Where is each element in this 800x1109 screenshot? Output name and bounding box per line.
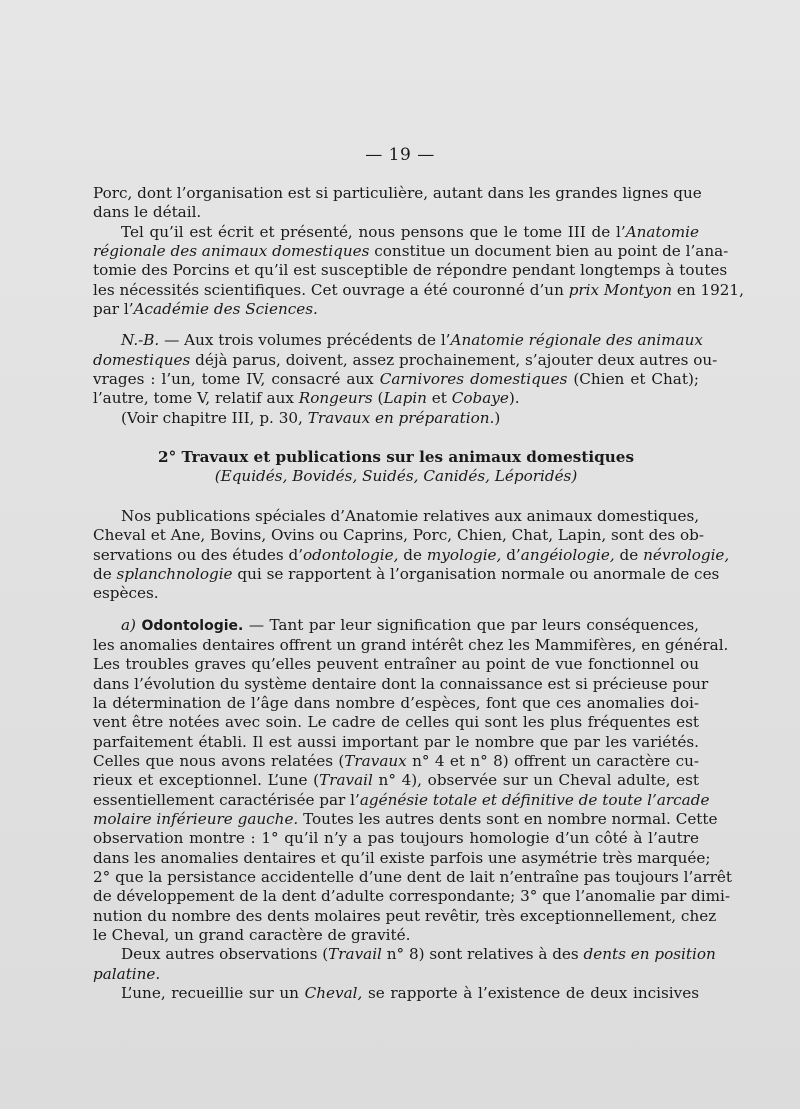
text-line: Nos publications spéciales d’Anatomie relatives aux animaux domestiques,: [121, 506, 700, 525]
text-line: les nécessités scientifiques. Cet ouvrage a été couronné d’un prix Montyon en 1921,: [93, 280, 744, 299]
text-line: la détermination de l’âge dans nombre d’espèces, font que ces anomalies doi-: [93, 693, 699, 712]
text-line: tomie des Porcins et qu’il est susceptible de répondre pendant longtemps à toutes: [93, 261, 728, 280]
text-line: (Voir chapitre III, p. 30, Travaux en préparation.): [121, 408, 501, 427]
text-line: 2° que la persistance accidentelle d’une dent de lait n’entraîne pas toujours l’arrêt: [93, 868, 732, 886]
text-line: domestiques déjà parus, doivent, assez prochainement, s’ajouter deux autres ou-: [93, 350, 718, 369]
text-line: dans le détail.: [93, 203, 202, 222]
text-line: espèces.: [93, 584, 159, 603]
text-line: le Cheval, un grand caractère de gravité.: [93, 926, 411, 945]
section-heading: 2° Travaux et publications sur les animaux domestiques: [158, 448, 634, 467]
body-text: [93, 184, 744, 1003]
text-line: N.-B. — Aux trois volumes précédents de l’Anatomie régionale des animaux: [121, 331, 703, 350]
text-line: palatine.: [93, 964, 161, 983]
text-line: les anomalies dentaires offrent un grand intérêt chez les Mammifères, en général.: [93, 635, 729, 654]
text-line: dans l’évolution du système dentaire dont la connaissance est si précieuse pour: [93, 674, 709, 693]
text-line: molaire inférieure gauche. Toutes les autres dents sont en nombre normal. Cette: [93, 809, 718, 828]
text-line: Porc, dont l’organisation est si particulière, autant dans les grandes lignes que: [93, 184, 702, 202]
text-line: rieux et exceptionnel. L’une (Travail n° 4), observée sur un Cheval adulte, est: [93, 771, 699, 790]
text-line: l’autre, tome V, relatif aux Rongeurs (Lapin et Cobaye).: [93, 389, 520, 408]
text-line: vrages : l’un, tome IV, consacré aux Carnivores domestiques (Chien et Chat);: [93, 370, 700, 389]
text-line: servations ou des études d’odontologie, de myologie, d’angéiologie, de névrologie,: [93, 545, 730, 564]
text-line: Tel qu’il est écrit et présenté, nous pensons que le tome III de l’Anatomie: [121, 222, 699, 241]
text-line: dans les anomalies dentaires et qu’il existe parfois une asymétrie très marquée;: [93, 848, 711, 867]
text-line: parfaitement établi. Il est aussi important par le nombre que par les variétés.: [93, 732, 699, 751]
page-number: — 19 —: [365, 145, 435, 165]
text-line: a) Odontologie. — Tant par leur signification que par leurs conséquences,: [121, 615, 699, 634]
text-line: de développement de la dent d’adulte correspondante; 3° que l’anomalie par dimi-: [93, 887, 731, 906]
text-line: nution du nombre des dents molaires peut revêtir, très exceptionnellement, chez: [93, 906, 717, 925]
text-line: Les troubles graves qu’elles peuvent entraîner au point de vue fonctionnel ou: [93, 655, 699, 674]
text-line: de splanchnologie qui se rapportent à l’organisation normale ou anormale de ces: [93, 564, 720, 583]
text-line: par l’Académie des Sciences.: [93, 300, 318, 319]
text-line: L’une, recueillie sur un Cheval, se rapporte à l’existence de deux incisives: [121, 984, 700, 1003]
section-subheading: (Equidés, Bovidés, Suidés, Canidés, Léporidés): [214, 467, 578, 486]
text-line: essentiellement caractérisée par l’agénésie totale et définitive de toute l’arcade: [93, 790, 710, 809]
text-line: Deux autres observations (Travail n° 8) sont relatives à des dents en position: [121, 945, 716, 964]
text-line: observation montre : 1° qu’il n’y a pas toujours homologie d’un côté à l’autre: [93, 829, 699, 848]
text-line: Celles que nous avons relatées (Travaux n° 4 et n° 8) offrent un caractère cu-: [93, 751, 699, 770]
text-line: vent être notées avec soin. Le cadre de celles qui sont les plus fréquentes est: [93, 713, 699, 732]
text-line: régionale des animaux domestiques constitue un document bien au point de l’ana-: [93, 242, 729, 261]
text-line: Cheval et Ane, Bovins, Ovins ou Caprins, Porc, Chien, Chat, Lapin, sont des ob-: [93, 526, 704, 545]
